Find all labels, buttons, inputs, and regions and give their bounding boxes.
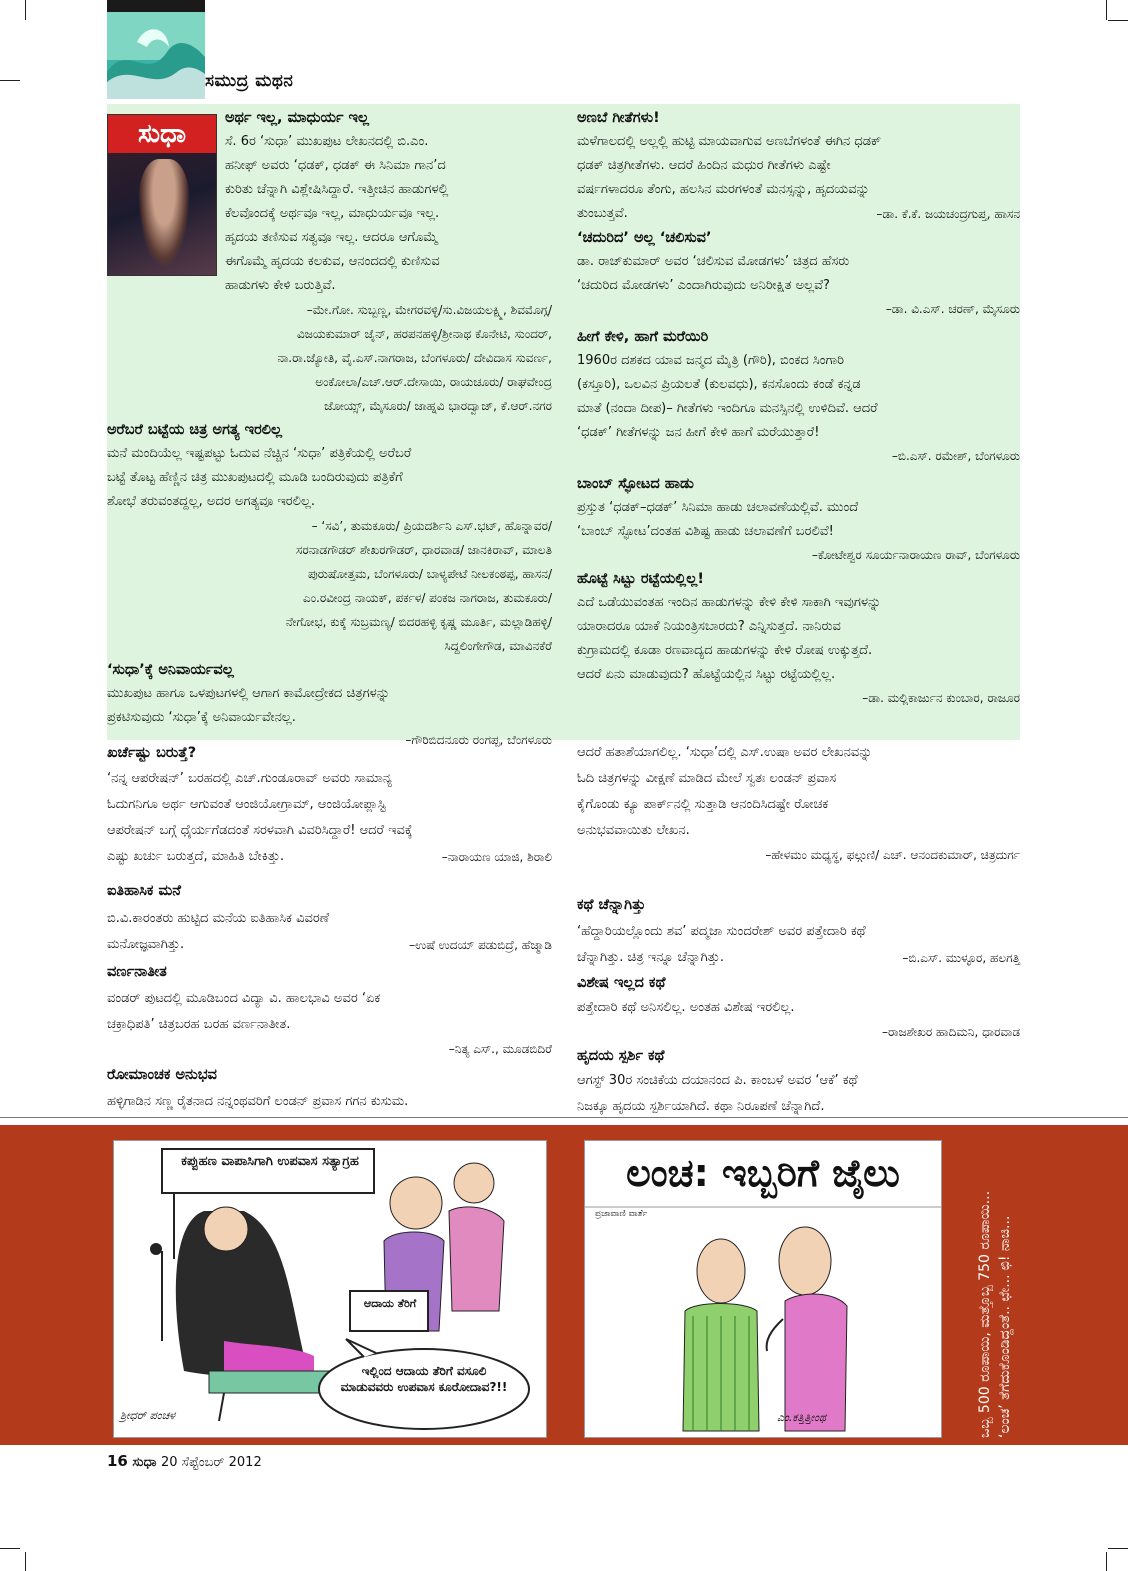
letter-line: ಮನೋಜ್ಞವಾಗಿತ್ತು. [107, 937, 185, 952]
letter-heading: ‘ಚದುರಿದ’ ಅಲ್ಲ ‘ಚಲಿಸುವ’ [577, 230, 712, 246]
letter-line: ಆದರೆ ಹತಾಶೆಯಾಗಲಿಲ್ಲ. ‘ಸುಧಾ’ದಲ್ಲಿ ಎಸ್.ಉಷಾ ಅವರ ಲೇಖನವನ್ನು [577, 745, 873, 760]
letter-line: ತುಂಬುತ್ತವೆ. [577, 206, 628, 221]
letter-line: ಮುಖಪುಟ ಹಾಗೂ ಒಳಪುಟಗಳಲ್ಲಿ ಆಗಾಗ ಕಾಮೋದ್ರೇಕದ ಚಿತ್ರಗಳನ್ನು [107, 686, 390, 701]
right-letters-column [577, 106, 1020, 710]
cartoon-vertical-caption [944, 1128, 1013, 1446]
signature-line: –ಗೌರಿಬಿದನೂರು ರಂಗಪ್ಪ, ಬೆಂಗಳೂರು [405, 733, 552, 747]
letter-line: ಓದುಗನಿಗೂ ಅರ್ಥ ಆಗುವಂತೆ ಆಂಜಿಯೋಗ್ರಾಮ್, ಆಂಜಿಯೋಪ್ಲಾಸ್ಟಿ [107, 797, 386, 812]
letter-line: ವಂಡರ್ ಪುಟದಲ್ಲಿ ಮೂಡಿಬಂದ ವಿದ್ಯಾ ವಿ. ಹಾಲಭಾವಿ ಅವರ ‘ಏಕ [107, 991, 381, 1006]
cartoon-speech-text: ಇಲ್ಲಿಂದ ಆದಾಯ ತೆರಿಗೆ ವಸೂಲಿ ಮಾಡುವವರು ಉಪವಾಸ ಕೂರೋದಾವ?!! [340, 1364, 508, 1394]
signature-line: ವಿಜಯಕುಮಾರ್ ಜೈನ್, ಹರಪನಹಳ್ಳಿ/ಶ್ರೀನಾಥ ಕೊನೇಟಿ, ಸುಂದರ್, [297, 327, 552, 341]
signature-line: –ಡಾ. ವಿ.ಎಸ್. ಚರಣ್, ಮೈಸೂರು [885, 302, 1020, 316]
letter-line: (ಕಸ್ತೂರಿ), ಒಲವಿನ ಪ್ರಿಯಲತೆ (ಕುಲವಧು), ಕನಸೊಂದು ಕಂಡೆ ಕನ್ನಡ [577, 377, 861, 392]
signature-line: –ಹೇಳಮಂ ಮಧ್ಯಸ್ಥ, ಫಲ್ಗುಣಿ/ ಎಚ್. ಆನಂದಕುಮಾರ್, ಚಿತ್ರದುರ್ಗ [765, 848, 1020, 862]
letter-line: 1960ರ ದಶಕದ ಯಾವ ಜನ್ಮದ ಮೈತ್ರಿ (ಗೌರಿ), ಬಿಂಕದ ಸಿಂಗಾರಿ [577, 353, 845, 368]
letter-line: ಮಾತೆ (ನಂದಾ ದೀಪ)– ಗೀತೆಗಳು ಇಂದಿಗೂ ಮನಸ್ಸಿನಲ್ಲಿ ಉಳಿದಿವೆ. ಆದರೆ [577, 401, 878, 416]
cartoon-signature: ಶ್ರೀಧರ್ ಪಂಚಳ [120, 1409, 176, 1422]
crop-mark [1106, 0, 1107, 20]
letter-line: ಆದರೆ ಏನು ಮಾಡುವುದು? ಹೊಟ್ಟೆಯಲ್ಲಿನ ಸಿಟ್ಟು ರಟ್ಟೆಯಲ್ಲಿಲ್ಲ. [577, 667, 836, 682]
wave-icon [107, 12, 205, 99]
section-divider [0, 1117, 1128, 1118]
letter-line: ಬಟ್ಟೆ ತೊಟ್ಟ ಹೆಣ್ಣಿನ ಚಿತ್ರ ಮುಖಪುಟದಲ್ಲಿ ಮೂಡಿ ಬಂದಿರುವುದು ಪತ್ರಿಕೆಗೆ [107, 470, 403, 485]
section-title: ಸಮುದ್ರ ಮಥನ [205, 71, 294, 91]
cartoon-signature: ಎಂ.ಕತ್ತಿತ್ತೀಂಥ [777, 1411, 827, 1424]
letter-line: ‘ಹೆದ್ದಾರಿಯಲ್ಲೊಂದು ಶವ’ ಪದ್ಮಜಾ ಸುಂದರೇಶ್ ಅವರ ಪತ್ತೇದಾರಿ ಕಥೆ [577, 924, 866, 939]
letter-heading: ಐತಿಹಾಸಿಕ ಮನೆ [107, 883, 181, 899]
letter-line: ಓದಿ ಚಿತ್ರಗಳನ್ನು ವೀಕ್ಷಣೆ ಮಾಡಿದ ಮೇಲೆ ಸ್ವತಃ ಲಂಡನ್ ಪ್ರವಾಸ [577, 771, 837, 786]
letter-heading: ಹೀಗೆ ಕೇಳಿ, ಹಾಗೆ ಮರೆಯಿರಿ [577, 329, 709, 345]
signature-line: ನೇಗೋಭ, ಕುಕ್ಕೆ ಸುಬ್ರಮಣ್ಯ/ ಬಿದರಹಳ್ಳಿ ಕೃಷ್ಣ ಮೂರ್ತಿ, ಮಲ್ಲಾಡಿಹಳ್ಳಿ/ [285, 615, 552, 629]
crop-mark [25, 0, 26, 20]
letter-heading: ರೋಮಾಂಚಕ ಅನುಭವ [107, 1067, 217, 1083]
letter-heading: ಅಣಬೆ ಗೀತೆಗಳು! [577, 110, 660, 126]
letter-line: ಕುರಿತು ಚೆನ್ನಾಗಿ ವಿಶ್ಲೇಷಿಸಿದ್ದಾರೆ. ಇತ್ತೀಚಿನ ಹಾಡುಗಳಲ್ಲಿ [225, 182, 449, 197]
lower-right-column [577, 740, 1020, 1140]
letter-line: ಹೃದಯ ತಣಿಸುವ ಸತ್ವವೂ ಇಲ್ಲ. ಆದರೂ ಆಗೊಮ್ಮೆ [225, 230, 438, 245]
letter-line: ಕೈಗೊಂಡು ಕ್ಯೂ ಪಾರ್ಕ್‌ನಲ್ಲಿ ಸುತ್ತಾಡಿ ಆನಂದಿಸಿದಷ್ಟೇ ರೋಚಕ [577, 797, 829, 812]
caption-line: ಒಬ್ಬ 500 ರೂಪಾಯಿ, ಮತ್ತೊಬ್ಬ 750 ರೂಪಾಯಿ... [977, 1190, 993, 1438]
letter-heading: ಅರೆಬರೆ ಬಟ್ಟೆಯ ಚಿತ್ರ ಅಗತ್ಯ ಇರಲಿಲ್ಲ [107, 422, 283, 438]
letter-heading: ಅರ್ಥ ಇಲ್ಲ, ಮಾಧುರ್ಯ ಇಲ್ಲ [225, 110, 370, 126]
signature-line: ಎಂ.ರವೀಂದ್ರ ನಾಯಕ್, ಪರ್ಕಳ/ ಪಂಕಜ ನಾಗರಾಜ, ತುಮಕೂರು/ [303, 591, 552, 605]
page-footer [107, 1452, 262, 1470]
letter-last-line [107, 932, 552, 958]
crop-mark [1108, 1548, 1128, 1549]
letter-line: ಯಾರಾದರೂ ಯಾಕೆ ನಿಯಂತ್ರಿಸಬಾರದು? ಎನ್ನಿಸುತ್ತದೆ. ನಾನಿರುವ [577, 619, 841, 634]
letter-line: ‘ಬಾಂಬ್ ಸ್ಫೋಟ’ದಂತಹ ವಿಶಿಷ್ಟ ಹಾಡು ಚಲಾವಣೆಗೆ ಬರಲಿವೆ! [577, 524, 834, 539]
letter-line: ಮಳೆಗಾಲದಲ್ಲಿ ಅಲ್ಲಲ್ಲಿ ಹುಟ್ಟಿ ಮಾಯವಾಗುವ ಅಣಬೆಗಳಂತೆ ಈಗಿನ ಧಡಕ್ [577, 134, 882, 149]
left-letters-column [107, 106, 552, 750]
letter-last-line [577, 202, 1020, 226]
signature-line: ನಾ.ರಾ.ಜ್ಯೋತಿ, ವೈ.ಎಸ್.ನಾಗರಾಜ, ಬೆಂಗಳೂರು/ ದೇವಿದಾಸ ಸುವರ್ಣ, [277, 351, 552, 365]
letter-line: ವರ್ಷಗಳಾದರೂ ತೆಂಗು, ಹಲಸಿನ ಮರಗಳಂತೆ ಮನಸ್ಸನ್ನು, ಹೃದಯವನ್ನು [577, 182, 870, 197]
signature-line: –ಕೋಟೇಶ್ವರ ಸೂರ್ಯನಾರಾಯಣ ರಾವ್, ಬೆಂಗಳೂರು [811, 548, 1020, 562]
letter-heading: ಬಾಂಬ್ ಸ್ಫೋಟದ ಹಾಡು [577, 476, 694, 492]
clipping-subline: ಪ್ರಜಾವಾಣಿ ವಾರ್ತೆ [595, 1209, 648, 1219]
letter-line: ಕೆಲವೊಂದಕ್ಕೆ ಅರ್ಥವೂ ಇಲ್ಲ, ಮಾಧುರ್ಯವೂ ಇಲ್ಲ. [225, 206, 440, 221]
letter-line: ನಿಜಕ್ಕೂ ಹೃದಯ ಸ್ಪರ್ಶಿಯಾಗಿದೆ. ಕಥಾ ನಿರೂಪಣೆ ಚೆನ್ನಾಗಿದೆ. [577, 1099, 825, 1114]
letter-line: ಪತ್ತೇದಾರಿ ಕಥೆ ಅನಿಸಲಿಲ್ಲ. ಅಂತಹ ವಿಶೇಷ ಇರಲಿಲ್ಲ. [577, 1000, 795, 1015]
signature-line: –ಬಿ.ಎಸ್. ಮುಳ್ಳೂರ, ಹಲಗತ್ತಿ [902, 951, 1020, 965]
letter-heading: ಹೊಟ್ಟೆ ಸಿಟ್ಟು ರಟ್ಟೆಯಲ್ಲಿಲ್ಲ! [577, 571, 704, 587]
letter-1-intro [107, 106, 552, 298]
cartoon-right [584, 1140, 942, 1438]
letter-line: ಆಪರೇಷನ್ ಬಗ್ಗೆ ಧೈರ್ಯಗೆಡದಂತೆ ಸರಳವಾಗಿ ವಿವರಿಸಿದ್ದಾರೆ! ಆದರೆ ಇವಕ್ಕೆ [107, 823, 413, 838]
crop-mark [25, 1552, 26, 1571]
signature-line: –ರಾಜಶೇಖರ ಹಾದಿಮನಿ, ಧಾರವಾಡ [882, 1025, 1020, 1039]
page-number: 16 [107, 1452, 128, 1470]
letter-line: ಪ್ರಕಟಿಸುವುದು ‘ಸುಧಾ’ಕ್ಕೆ ಅನಿವಾರ್ಯವೇನಲ್ಲ. [107, 710, 296, 725]
clipping-headline: ಲಂಚ: ಇಬ್ಬರಿಗೆ ಜೈಲು [626, 1151, 900, 1195]
caption-line: ‘ಲಂಚ’ ತೆಗೆದುಕೊಂಡಿದ್ದಂತೆ.. ಛೇ... ಛಿ! ನಾಚಿ... [997, 1215, 1013, 1438]
signature-line: –ನಾರಾಯಣ ಯಾಜಿ, ಶಿರಾಲಿ [441, 850, 552, 864]
letter-line: ಚೆನ್ನಾಗಿತ್ತು. ಚಿತ್ರ ಇನ್ನೂ ಚೆನ್ನಾಗಿತ್ತು. [577, 950, 724, 965]
letter-line: ಚಕ್ರಾಧಿಪತಿ’ ಚಿತ್ರಬರಹ ಬರಹ ವರ್ಣನಾತೀತ. [107, 1017, 291, 1032]
crop-mark [1106, 1552, 1107, 1571]
letter-line: ಹಳ್ಳಿಗಾಡಿನ ಸಣ್ಣ ರೈತನಾದ ನನ್ನಂಥವರಿಗೆ ಲಂಡನ್ ಪ್ರವಾಸ ಗಗನ ಕುಸುಮ. [107, 1094, 409, 1109]
letter-line: ಮನೆ ಮಂದಿಯೆಲ್ಲ ಇಷ್ಟಪಟ್ಟು ಓದುವ ನೆಚ್ಚಿನ ‘ಸುಧಾ’ ಪತ್ರಿಕೆಯಲ್ಲಿ ಅರೆಬರೆ [107, 446, 412, 461]
signature-line: –ಬಿ.ಎಸ್. ರಮೇಶ್, ಬೆಂಗಳೂರು [891, 449, 1020, 463]
letter-line: ಕುಗ್ರಾಮದಲ್ಲಿ ಕೂಡಾ ರಣವಾದ್ಯದ ಹಾಡುಗಳನ್ನು ಕೇಳಿ ರೋಷ ಉಕ್ಕುತ್ತದೆ. [577, 643, 873, 658]
signature-line: – ‘ಸವಿ’, ತುಮಕೂರು/ ಪ್ರಿಯದರ್ಶಿನಿ ಎಸ್.ಭಟ್, ಹೊನ್ನಾವರ/ [311, 519, 552, 533]
letter-line: ಬಿ.ವಿ.ಕಾರಂತರು ಹುಟ್ಟಿದ ಮನೆಯ ಐತಿಹಾಸಿಕ ವಿವರಣೆ [107, 911, 330, 926]
letter-line: ‘ಧಡಕ್’ ಗೀತೆಗಳನ್ನು ಜನ ಹೀಗೆ ಕೇಳಿ ಹಾಗೆ ಮರೆಯುತ್ತಾರೆ! [577, 425, 820, 440]
letter-line: ಸೆ. 6ರ ‘ಸುಧಾ’ ಮುಖಪುಟ ಲೇಖನದಲ್ಲಿ ಬಿ.ಎಂ. [225, 134, 429, 149]
letter-line: ಧಡಕ್ ಚಿತ್ರಗೀತೆಗಳು. ಆದರೆ ಹಿಂದಿನ ಮಧುರ ಗೀತೆಗಳು ಎಷ್ಟೇ [577, 158, 831, 173]
lower-left-column [107, 740, 552, 1115]
letter-line: ಡಾ. ರಾಜ್‌ಕುಮಾರ್ ಅವರ ‘ಚಲಿಸುವ ಮೋಡಗಳು’ ಚಿತ್ರದ ಹೆಸರು [577, 254, 850, 269]
signature-line: –ಉಷೆ ಉದಯ್ ಪಡುಬಿದ್ರೆ, ಹೆಜ್ಮಾಡಿ [409, 938, 552, 952]
letter-line: ‘ಚದುರಿದ ಮೋಡಗಳು’ ಎಂದಾಗಿರುವುದು ಅನಿರೀಕ್ಷಿತ ಅಲ್ಲವೆ? [577, 278, 830, 293]
thumb-masthead: ಸುಧಾ [108, 115, 216, 153]
signature-line: –ಮೇ.ಗೋ. ಸುಬ್ಬಣ್ಣ, ಮೇಗರವಳ್ಳಿ/ಸು.ವಿಜಯಲಕ್ಷ್ಮಿ, ಶಿವಮೊಗ್ಗ/ [306, 303, 552, 317]
signature-line: –ಡಾ. ಮಲ್ಲಿಕಾರ್ಜುನ ಕುಂಬಾರ, ರಾಜೂರ [862, 691, 1020, 705]
crop-mark [0, 80, 20, 81]
signature-line: ಸರನಾಡಗೌಡರ್ ಶೇಖರಗೌಡರ್, ಧಾರವಾಡ/ ಜಾನಕಿರಾವ್, ಮಾಲತಿ [296, 543, 552, 557]
letter-line: ಎದೆ ಒಡೆಯುವಂತಹ ಇಂದಿನ ಹಾಡುಗಳನ್ನು ಕೇಳಿ ಕೇಳಿ ಸಾಕಾಗಿ ಇವುಗಳನ್ನು [577, 595, 882, 610]
letter-last-line [577, 945, 1020, 971]
signature-line: –ಡಾ. ಕೆ.ಕೆ. ಜಯಚಂದ್ರಗುಪ್ತ, ಹಾಸನ [876, 207, 1020, 221]
letter-heading: ಹೃದಯ ಸ್ಪರ್ಶಿ ಕಥೆ [577, 1048, 665, 1064]
letter-line: ಈಗೊಮ್ಮೆ ಹೃದಯ ಕಲಕುವ, ಆನಂದದಲ್ಲಿ ಕುಣಿಸುವ [225, 254, 440, 269]
letter-line: ಶೋಭೆ ತರುವಂತದ್ದಲ್ಲ, ಅದರ ಅಗತ್ಯವೂ ಇರಲಿಲ್ಲ. [107, 494, 316, 509]
cartoon-placard-text: ಆದಾಯ ತೆರಿಗೆ [363, 1297, 417, 1310]
signature-line: ಸಿದ್ದಲಿಂಗೇಗೌಡ, ಮಾವಿನಕೆರೆ [444, 639, 552, 653]
letter-line: ಎಷ್ಟು ಖರ್ಚು ಬರುತ್ತದೆ, ಮಾಹಿತಿ ಬೇಕಿತ್ತು. [107, 849, 285, 864]
letter-signature [107, 298, 552, 418]
letter-heading: ವಿಶೇಷ ಇಲ್ಲದ ಕಥೆ [577, 975, 666, 991]
footer-magazine: ಸುಧಾ [132, 1455, 157, 1470]
letter-heading: ಖರ್ಚೆಷ್ಟು ಬರುತ್ತೆ? [107, 745, 197, 761]
signature-line: ಅಂಕೋಲಾ/ಎಚ್.ಆರ್.ದೇಸಾಯಿ, ರಾಯಚೂರು/ ರಾಘವೇಂದ್ರ [315, 375, 552, 389]
crop-mark [0, 1548, 20, 1549]
letter-last-line [107, 844, 552, 870]
signature-line: –ನಿತ್ಯ ಎಸ್., ಮೂಡಬಿದಿರೆ [448, 1042, 552, 1056]
signature-line: ಜೋಯ್ಸ್, ಮೈಸೂರು/ ಜಾಹ್ನವಿ ಭಾರದ್ವಾಜ್, ಕೆ.ಆರ್.ನಗರ [324, 399, 552, 413]
cartoon-banner-text: ಕಪ್ಪುಹಣ ವಾಪಾಸಿಗಾಗಿ ಉಪವಾಸ ಸತ್ಯಾಗ್ರಹ [181, 1154, 359, 1169]
letter-signature [107, 514, 552, 658]
signature-line: ಪುರುಷೋತ್ತಮ, ಬೆಂಗಳೂರು/ ಬಾಳ್ಯಪೇಟೆ ನೀಲಕಂಠಪ್ಪ, ಹಾಸನ/ [307, 567, 552, 581]
cartoon-left [113, 1140, 547, 1438]
letter-heading: ‘ಸುಧಾ’ಕ್ಕೆ ಅನಿವಾರ್ಯವಲ್ಲ [107, 662, 234, 678]
letter-heading: ವರ್ಣನಾತೀತ [107, 964, 167, 980]
letter-line: ಹಾಡುಗಳು ಕೇಳಿ ಬರುತ್ತಿವೆ. [225, 278, 336, 293]
crop-mark [1108, 20, 1128, 21]
letter-line: ಅನುಭವವಾಯಿತು ಲೇಖನ. [577, 823, 690, 838]
letter-heading: ಕಥೆ ಚೆನ್ನಾಗಿತ್ತು [577, 897, 646, 913]
letter-line: ‘ನನ್ನ ಆಪರೇಷನ್’ ಬರಹದಲ್ಲಿ ಎಚ್.ಗುಂಡೂರಾವ್ ಅವರು ಸಾಮಾನ್ಯ [107, 771, 392, 786]
footer-date: 20 ಸೆಪ್ಟೆಂಬರ್ 2012 [160, 1455, 262, 1470]
letter-line: ಹನೀಫ್ ಅವರು ‘ಧಡಕ್, ಧಡಕ್ ಈ ಸಿನಿಮಾ ಗಾನ’ದ [225, 158, 446, 173]
section-logo [107, 0, 205, 99]
letter-line: ಪ್ರಸ್ತುತ ‘ಧಡಕ್–ಧಡಕ್’ ಸಿನಿಮಾ ಹಾಡು ಚಲಾವಣೆಯಲ್ಲಿವೆ. ಮುಂದೆ [577, 500, 859, 515]
letter-line: ಆಗಸ್ಟ್ 30ರ ಸಂಚಿಕೆಯ ದಯಾನಂದ ಪಿ. ಕಾಂಬಳೆ ಅವರ ‘ಆಕೆ’ ಕಥೆ [577, 1073, 858, 1088]
